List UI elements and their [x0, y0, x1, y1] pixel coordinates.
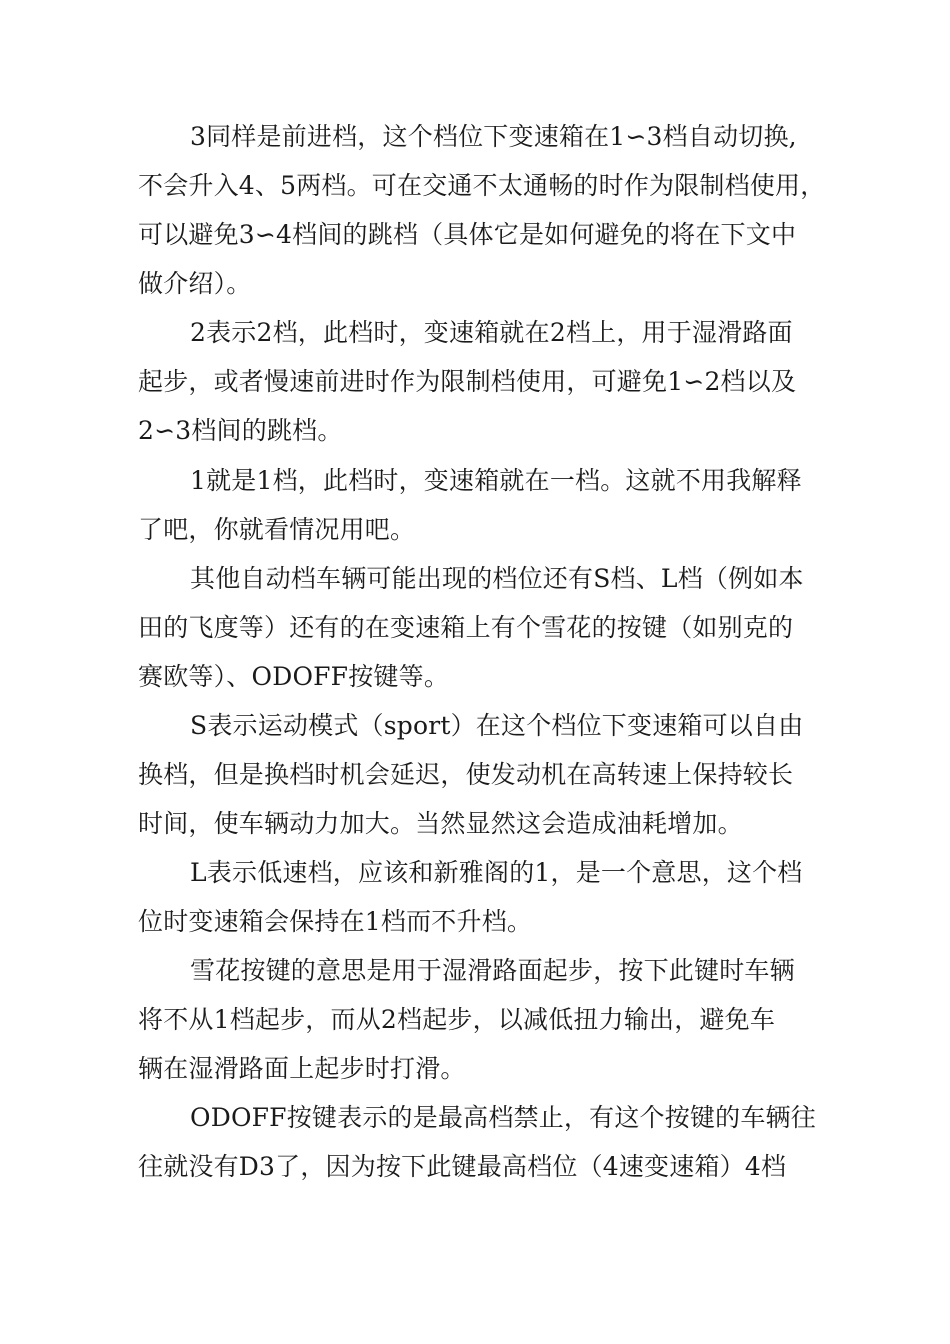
text-line: ODOFF按键表示的是最高档禁止，有这个按键的车辆往: [190, 1103, 816, 1132]
text-line: 不会升入4、5两档。可在交通不太通畅的时作为限制档使用，: [138, 171, 826, 200]
text-line: L表示低速档，应该和新雅阁的1，是一个意思，这个档: [190, 858, 803, 887]
text-line: 雪花按键的意思是用于湿滑路面起步，按下此键时车辆: [190, 956, 795, 985]
text-line: 做介绍）。: [138, 269, 252, 298]
paragraph-odoff-button: [138, 1093, 838, 1191]
text-line: 位时变速箱会保持在1档而不升档。: [138, 907, 533, 936]
text-line: 将不从1档起步，而从2档起步，以减低扭力输出，避免车: [138, 1005, 776, 1034]
text-line: 其他自动档车辆可能出现的档位还有S档、L档（例如本: [190, 564, 804, 593]
text-line: 田的飞度等）还有的在变速箱上有个雪花的按键（如别克的: [138, 613, 794, 642]
text-line: 换档，但是换档时机会延迟，使发动机在高转速上保持较长: [138, 760, 794, 789]
paragraph-other-gears: [138, 554, 838, 701]
text-line: 起步，或者慢速前进时作为限制档使用，可避免1∽2档以及: [138, 367, 797, 396]
text-line: 了吧，你就看情况用吧。: [138, 515, 416, 544]
paragraph-gear-1: [138, 456, 838, 554]
text-line: 2∽3档间的跳档。: [138, 416, 343, 445]
text-line: 3同样是前进档，这个档位下变速箱在1∽3档自动切换,: [190, 122, 797, 151]
text-line: 往就没有D3了，因为按下此键最高档位（4速变速箱）4档: [138, 1152, 787, 1181]
text-line: 赛欧等）、ODOFF按键等。: [138, 662, 450, 691]
text-line: 可以避免3∽4档间的跳档（具体它是如何避免的将在下文中: [138, 220, 797, 249]
paragraph-snow-button: [138, 946, 838, 1093]
text-line: S表示运动模式（sport）在这个档位下变速箱可以自由: [190, 711, 804, 740]
text-line: 辆在湿滑路面上起步时打滑。: [138, 1054, 466, 1083]
text-line: 1就是1档，此档时，变速箱就在一档。这就不用我解释: [190, 466, 802, 495]
paragraph-gear-3: [138, 112, 838, 308]
text-line: 时间，使车辆动力加大。当然显然这会造成油耗增加。: [138, 809, 743, 838]
paragraph-low-gear: [138, 848, 838, 946]
paragraph-gear-2: [138, 308, 838, 455]
paragraph-sport-mode: [138, 701, 838, 848]
text-line: 2表示2档，此档时，变速箱就在2档上，用于湿滑路面: [190, 318, 793, 347]
